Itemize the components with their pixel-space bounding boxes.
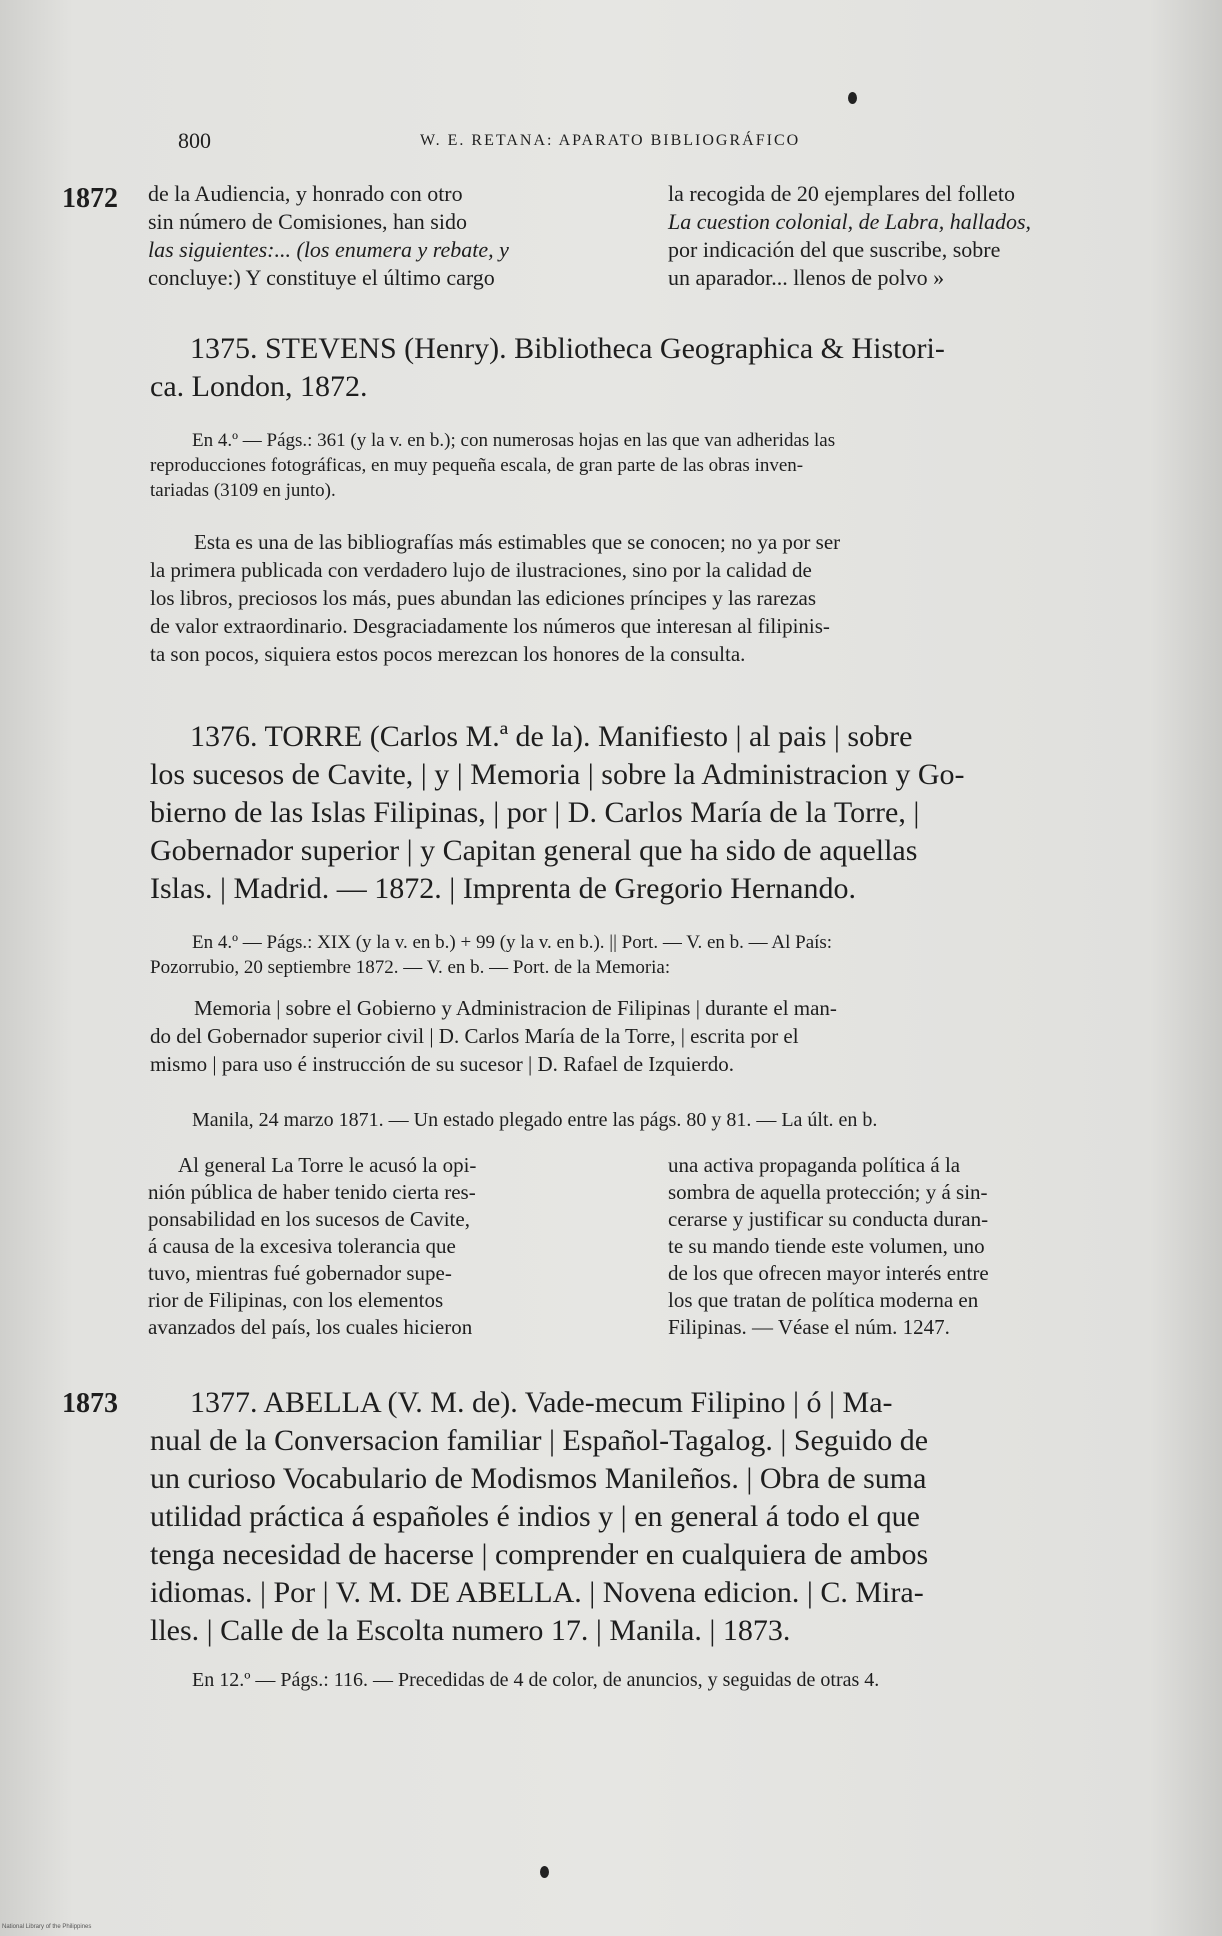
text-line: do del Gobernador superior civil | D. Carlos María de la Torre, | escrita por el (150, 1024, 799, 1048)
heading-line: 1377. ABELLA (V. M. de). Vade-mecum Filipino | ó | Ma- (190, 1386, 893, 1419)
text-line: Esta es una de las bibliografías más estimables que se conocen; no ya por ser (194, 530, 841, 554)
text-line: tariadas (3109 en junto). (150, 480, 336, 501)
entry-1376-memoria-title (150, 994, 1155, 1078)
ink-dot (848, 92, 857, 104)
heading-line: los sucesos de Cavite, | y | Memoria | sobre la Administracion y Go- (150, 758, 965, 791)
entry-1375-heading (150, 330, 1180, 406)
heading-line: nual de la Conversacion familiar | Español-Tagalog. | Seguido de (150, 1424, 929, 1457)
continuation-right-column (668, 180, 1168, 292)
text-line: la primera publicada con verdadero lujo de ilustraciones, sino por la calidad de (150, 558, 812, 582)
entry-1376-commentary-left (148, 1152, 638, 1341)
entry-1375-description (150, 428, 1150, 503)
margin-year-1873: 1873 (62, 1388, 118, 1419)
page-number: 800 (178, 128, 211, 153)
entry-1376-description (150, 930, 1155, 980)
text-line: por indicación del que suscribe, sobre (668, 237, 1001, 262)
text-line: concluye:) Y constituye el último cargo (148, 265, 495, 290)
text-line: un aparador... llenos de polvo » (668, 265, 945, 290)
text-line: avanzados del país, los cuales hicieron (148, 1315, 473, 1339)
text-line: Filipinas. — Véase el núm. 1247. (668, 1315, 950, 1339)
heading-line: 1376. TORRE (Carlos M.ª de la). Manifiesto | al pais | sobre (190, 720, 913, 753)
entry-1377-heading (150, 1384, 1160, 1650)
heading-line: 1375. STEVENS (Henry). Bibliotheca Geographica & Histori- (190, 332, 945, 365)
text-line: una activa propaganda política á la (668, 1153, 961, 1177)
text-line: sombra de aquella protección; y á sin- (668, 1180, 988, 1204)
heading-line: utilidad práctica á españoles é indios y | en general á todo el que (150, 1500, 920, 1533)
heading-line: un curioso Vocabulario de Modismos Manileños. | Obra de suma (150, 1462, 927, 1495)
text-line: mismo | para uso é instrucción de su sucesor | D. Rafael de Izquierdo. (150, 1052, 734, 1076)
heading-line: ca. London, 1872. (150, 370, 368, 403)
text-line: Pozorrubio, 20 septiembre 1872. — V. en b. — Port. de la Memoria: (150, 957, 671, 978)
text-line: las siguientes:... (los enumera y rebate, y (148, 237, 509, 262)
text-line: de la Audiencia, y honrado con otro (148, 181, 463, 206)
text-line: nión pública de haber tenido cierta res- (148, 1180, 476, 1204)
text-line: de valor extraordinario. Desgraciadamente los números que interesan al filipinis- (150, 614, 830, 638)
text-line: ponsabilidad en los sucesos de Cavite, (148, 1207, 470, 1231)
text-line: de los que ofrecen mayor interés entre (668, 1261, 989, 1285)
text-line: los que tratan de política moderna en (668, 1288, 979, 1312)
entry-1376-commentary-right (668, 1152, 1168, 1341)
entry-1376-colophon: Manila, 24 marzo 1871. — Un estado plegado entre las págs. 80 y 81. — La últ. en b. (192, 1109, 878, 1131)
entry-1377-description: En 12.º — Págs.: 116. — Precedidas de 4 de color, de anuncios, y seguidas de otras 4. (192, 1669, 880, 1691)
text-line: Al general La Torre le acusó la opi- (178, 1153, 477, 1177)
text-line: En 4.º — Págs.: 361 (y la v. en b.); con numerosas hojas en las que van adheridas las (192, 430, 836, 451)
text-line: á causa de la excesiva tolerancia que (148, 1234, 456, 1258)
heading-line: Gobernador superior | y Capitan general que ha sido de aquellas (150, 834, 918, 867)
text-line: Memoria | sobre el Gobierno y Administracion de Filipinas | durante el man- (194, 996, 837, 1020)
heading-line: Islas. | Madrid. — 1872. | Imprenta de Gregorio Hernando. (150, 872, 856, 905)
running-title: W. E. RETANA: APARATO BIBLIOGRÁFICO (420, 132, 801, 149)
text-line: ta son pocos, siquiera estos pocos merezcan los honores de la consulta. (150, 642, 746, 666)
text-line: sin número de Comisiones, han sido (148, 209, 467, 234)
ink-dot (540, 1866, 549, 1878)
text-line: La cuestion colonial, de Labra, hallados, (668, 209, 1031, 234)
text-line: tuvo, mientras fué gobernador supe- (148, 1261, 452, 1285)
scan-credit: National Library of the Philippines (2, 1924, 92, 1930)
text-line: la recogida de 20 ejemplares del folleto (668, 181, 1015, 206)
text-line: En 4.º — Págs.: XIX (y la v. en b.) + 99 (y la v. en b.). || Port. — V. en b. — Al País: (192, 932, 833, 953)
continuation-left-column (148, 180, 638, 292)
heading-line: bierno de las Islas Filipinas, | por | D. Carlos María de la Torre, | (150, 796, 920, 829)
text-line: rior de Filipinas, con los elementos (148, 1288, 444, 1312)
heading-line: lles. | Calle de la Escolta numero 17. | Manila. | 1873. (150, 1614, 791, 1647)
entry-1375-commentary (150, 528, 1150, 668)
heading-line: tenga necesidad de hacerse | comprender en cualquiera de ambos (150, 1538, 929, 1571)
entry-1376-heading (150, 718, 1160, 908)
margin-year-1872: 1872 (62, 183, 118, 214)
heading-line: idiomas. | Por | V. M. DE ABELLA. | Novena edicion. | C. Mira- (150, 1576, 924, 1609)
text-line: reproducciones fotográficas, en muy pequeña escala, de gran parte de las obras inven- (150, 455, 804, 476)
text-line: cerarse y justificar su conducta duran- (668, 1207, 989, 1231)
text-line: te su mando tiende este volumen, uno (668, 1234, 985, 1258)
text-line: los libros, preciosos los más, pues abundan las ediciones príncipes y las rarezas (150, 586, 817, 610)
